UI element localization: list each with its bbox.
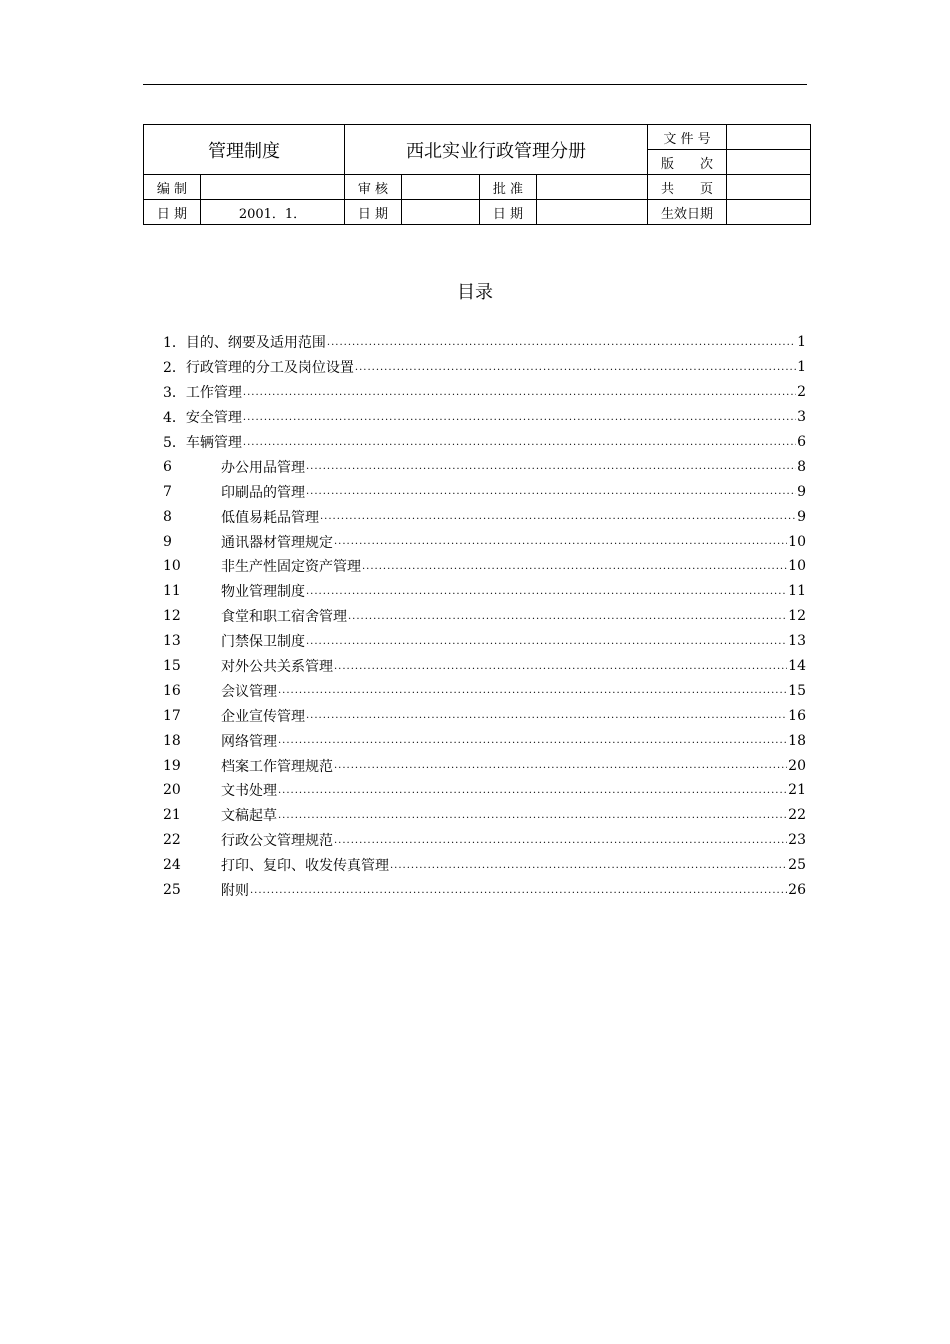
toc-entry-number: 8 [163,508,172,525]
toc-entry-page: 21 [788,782,806,799]
effective-date-value [727,200,811,225]
table-of-contents [163,330,806,902]
toc-entry-leader [334,835,787,846]
version-value [727,150,811,175]
toc-entry[interactable] [163,479,806,504]
toc-entry-page: 1 [797,334,806,351]
toc-entry-leader [250,885,787,896]
toc-entry-label: 通讯器材管理规定 [221,534,333,551]
toc-entry[interactable] [163,629,806,654]
toc-entry-leader [320,511,796,522]
toc-entry-number: 15 [163,658,181,675]
toc-entry-leader [334,536,787,547]
effective-date-label: 生效日期 [648,200,727,225]
toc-entry[interactable] [163,405,806,430]
toc-entry-label: 办公用品管理 [221,459,305,476]
toc-entry[interactable] [163,678,806,703]
toc-entry-number: 18 [163,732,181,749]
toc-entry-leader [390,860,787,871]
date-value: 2001．1． [201,200,345,225]
toc-entry-number: 2． [163,360,186,377]
toc-entry-page: 11 [788,583,806,600]
toc-entry-label: 档案工作管理规范 [221,758,333,775]
date-label: 日 期 [144,200,201,225]
toc-entry-label: 工作管理 [185,385,242,402]
toc-entry-label: 网络管理 [221,733,277,750]
toc-entry-number: 25 [163,882,181,899]
toc-entry-page: 6 [797,434,806,450]
toc-entry[interactable] [163,878,806,903]
toc-entry[interactable] [163,604,806,629]
toc-entry-number: 22 [163,832,181,849]
toc-entry-number: 6 [163,458,172,475]
toc-entry-page: 9 [797,508,806,525]
toc-entry[interactable] [163,430,806,455]
toc-entry-leader [278,685,787,696]
toc-entry-page: 2 [797,384,806,401]
approve-date-value [537,200,648,225]
toc-entry-number: 5． [163,435,186,451]
approve-date-label: 日 期 [480,200,537,225]
approve-value [537,175,648,200]
toc-entry-label: 食堂和职工宿舍管理 [221,609,347,626]
toc-entry-page: 14 [788,658,806,675]
review-value [402,175,480,200]
toc-entry-leader [306,586,787,597]
system-label: 管理制度 [144,125,345,175]
toc-entry-number: 11 [163,583,181,600]
toc-entry-number: 9 [163,533,172,550]
toc-entry-page: 3 [797,409,806,426]
toc-entry-number: 24 [163,857,181,874]
toc-entry-label: 印刷品的管理 [221,484,305,501]
toc-entry-number: 7 [163,483,172,500]
file-number-value [727,125,811,150]
toc-entry[interactable] [163,703,806,728]
toc-entry-leader [306,636,787,647]
toc-entry[interactable] [163,355,806,380]
toc-entry-label: 对外公共关系管理 [221,659,333,676]
toc-entry-leader [355,362,796,373]
toc-entry-label: 打印、复印、收发传真管理 [221,858,389,875]
toc-entry[interactable] [163,803,806,828]
toc-entry-label: 物业管理制度 [221,584,305,601]
toc-entry-page: 18 [788,732,806,749]
toc-entry[interactable] [163,330,806,355]
toc-entry-number: 17 [163,707,181,724]
toc-entry-label: 非生产性固定资产管理 [221,559,361,576]
approve-label: 批 准 [480,175,537,200]
toc-entry-leader [243,387,796,398]
toc-entry[interactable] [163,853,806,878]
toc-entry-number: 13 [163,633,181,650]
toc-entry-label: 目的、纲要及适用范围 [185,335,326,352]
toc-entry[interactable] [163,778,806,803]
toc-entry-leader [243,437,796,448]
toc-entry-leader [306,710,787,721]
review-date-label: 日 期 [345,200,402,225]
toc-entry[interactable] [163,654,806,679]
toc-entry-page: 15 [788,682,806,699]
pages-value [727,175,811,200]
toc-entry-number: 19 [163,757,181,774]
toc-entry-label: 低值易耗品管理 [221,509,319,526]
toc-entry-page: 23 [788,832,806,849]
toc-entry[interactable] [163,380,806,405]
toc-entry-leader [243,412,796,423]
toc-entry-page: 13 [788,633,806,650]
toc-entry-page: 25 [788,857,806,874]
toc-entry-number: 21 [163,807,181,824]
toc-entry-number: 4． [163,410,186,427]
toc-entry-number: 10 [163,558,181,575]
toc-entry-number: 12 [163,608,181,625]
toc-entry-number: 3． [163,385,186,402]
toc-entry-page: 1 [797,359,806,376]
document-title: 西北实业行政管理分册 [345,125,648,175]
toc-entry[interactable] [163,504,806,529]
toc-entry-label: 附则 [221,883,249,900]
compile-label: 编 制 [144,175,201,200]
toc-entry[interactable] [163,753,806,778]
toc-entry-label: 文稿起草 [221,808,277,825]
toc-entry-leader [278,735,787,746]
compile-value [201,175,345,200]
toc-entry-label: 会议管理 [221,683,277,700]
toc-entry-page: 8 [797,458,806,475]
toc-entry-leader [306,486,796,497]
toc-title: 目录 [457,282,493,303]
toc-entry[interactable] [163,454,806,479]
toc-entry[interactable] [163,554,806,579]
toc-entry-page: 22 [788,807,806,824]
toc-entry-number: 20 [163,782,181,799]
toc-entry-page: 10 [788,533,806,550]
toc-entry[interactable] [163,529,806,554]
toc-entry-label: 行政管理的分工及岗位设置 [185,360,354,377]
toc-entry-page: 12 [788,608,806,625]
toc-entry-leader [278,810,787,821]
file-number-label: 文 件 号 [648,125,727,150]
toc-entry-page: 16 [788,707,806,724]
toc-entry-label: 文书处理 [221,783,277,800]
toc-entry-leader [306,461,796,472]
version-label: 版 次 [648,150,727,175]
toc-entry-label: 行政公文管理规范 [221,833,333,850]
toc-entry-page: 20 [788,757,806,774]
toc-entry-leader [348,611,787,622]
toc-entry-number: 16 [163,682,181,699]
toc-entry-leader [278,785,787,796]
toc-entry-leader [334,760,787,771]
toc-entry-label: 车辆管理 [185,435,242,451]
toc-entry-label: 企业宣传管理 [221,708,305,725]
toc-entry-leader [362,561,787,572]
toc-entry-page: 10 [788,558,806,575]
toc-entry[interactable] [163,579,806,604]
toc-entry-leader [327,337,796,348]
toc-entry-number: 1． [163,335,186,352]
toc-entry-label: 安全管理 [185,410,242,427]
toc-entry-label: 门禁保卫制度 [221,634,305,651]
toc-entry[interactable] [163,728,806,753]
toc-entry-page: 9 [797,483,806,500]
header-rule [143,84,807,85]
document-header-table [143,124,811,225]
toc-entry-leader [334,661,787,672]
review-label: 审 核 [345,175,402,200]
pages-label: 共 页 [648,175,727,200]
toc-entry-page: 26 [788,882,806,899]
review-date-value [402,200,480,225]
toc-entry[interactable] [163,828,806,853]
